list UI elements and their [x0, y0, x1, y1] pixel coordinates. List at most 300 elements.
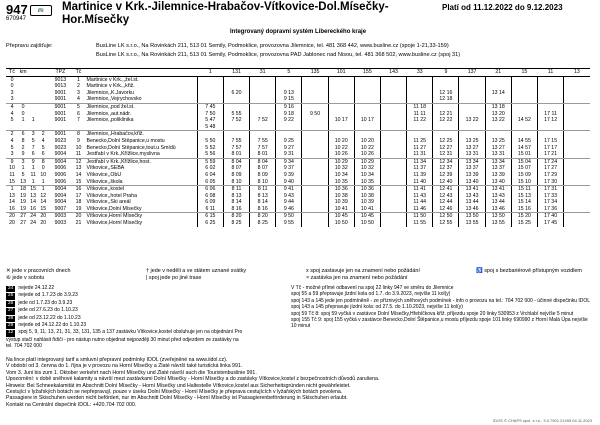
row-cell: 9004	[54, 186, 67, 193]
footer-line: Cestující v lyžařských botách se nepřepravují, pouze v úseku Dolní Mísečky - Horní Mísečky je přeprava cestujících v lyžařských botách povolena.	[6, 389, 343, 396]
departure-time: 12 40	[433, 179, 459, 186]
departure-time	[564, 138, 590, 145]
row-cell: 20	[9, 220, 15, 227]
column-header: Tč	[6, 69, 18, 77]
departure-time	[564, 117, 590, 124]
row-cell: 1	[28, 179, 38, 186]
departure-time: 12 22	[433, 117, 459, 124]
row-cell: 9007	[48, 206, 72, 213]
departure-time: 11 44	[407, 199, 433, 206]
departure-time: 15 09	[511, 172, 537, 179]
departure-time: 6 06	[197, 186, 223, 193]
departure-time: 8 09	[223, 172, 249, 179]
departure-time	[433, 124, 459, 131]
timetable-row	[6, 103, 590, 110]
footer-line: Kontakt na Centrální dispečink IDOL: +420.704 702 000.	[6, 401, 137, 408]
stop-name: Vítkovice,Horní Mísečky	[86, 220, 143, 227]
departure-time: 14 57	[511, 145, 537, 152]
departure-time: 8 01	[250, 151, 276, 158]
carrier-line-1: BusLine LK s.r.o., Na Rovinkách 211, 513 01 Semily, Podmoklice, provozovna Jilemnice, tel. 481 368 442, www.busline.cz (spoje 1-21,33-159)	[96, 43, 449, 49]
departure-time: 5 52	[197, 145, 223, 152]
row-cell: 7	[31, 144, 35, 151]
departure-time	[459, 124, 485, 131]
departure-time: 10 39	[328, 199, 354, 206]
row-cell: 19	[18, 206, 28, 213]
departure-time	[354, 124, 380, 131]
row-cell: 13	[75, 165, 82, 172]
footer-line: Na lince platí integrovaný tarif a smluvní přepravní podmínky IDOL (zveřejněné na www.iidol.cz).	[6, 357, 228, 363]
row-cell: 9001	[54, 89, 67, 96]
stop-name: Vítkovice,,ObÚ	[86, 171, 122, 178]
departure-time	[223, 83, 249, 90]
departure-time	[538, 131, 564, 138]
timetable-row	[6, 90, 590, 97]
departure-time: 8 14	[223, 199, 249, 206]
departure-time: 10 50	[354, 220, 380, 227]
departure-time	[223, 103, 249, 110]
row-cell	[38, 83, 48, 90]
departure-time: 9 55	[276, 220, 302, 227]
row-cell: 16	[6, 206, 18, 213]
departure-time: 13 41	[459, 186, 485, 193]
departure-time	[564, 165, 590, 172]
departure-time: 8 07	[223, 165, 249, 172]
row-cell: 3	[6, 151, 18, 158]
column-header: 15	[511, 69, 537, 77]
departure-time	[538, 76, 564, 83]
departure-time: 8 14	[250, 199, 276, 206]
departure-time	[250, 76, 276, 83]
row-cell: 24	[30, 213, 37, 220]
row-cell: 9006	[54, 171, 67, 178]
departure-time: 6 02	[197, 165, 223, 172]
departure-time	[302, 76, 328, 83]
departure-time: 15 07	[511, 165, 537, 172]
departure-time: 12 37	[433, 165, 459, 172]
departure-time: 10 17	[354, 117, 380, 124]
row-cell: 9004	[48, 151, 72, 158]
row-cell: 9	[18, 151, 28, 158]
row-cell: 24	[30, 220, 37, 227]
column-header: 143	[380, 69, 406, 77]
departure-time	[407, 96, 433, 103]
legend-workdays: ✕ jede v pracovních dnech	[6, 268, 71, 274]
footer-notes	[6, 357, 596, 408]
departure-time	[407, 131, 433, 138]
departure-time	[380, 111, 406, 118]
departure-time: 10 41	[328, 206, 354, 213]
row-cell: 27	[20, 220, 26, 227]
note-text: jede od 23.12.22 do 1.10.23	[18, 314, 81, 321]
departure-time	[276, 124, 302, 131]
departure-time	[511, 111, 537, 118]
row-cell: 19	[20, 199, 26, 206]
departure-time: 15 11	[511, 186, 537, 193]
row-cell: 9023	[54, 144, 67, 151]
departure-time: 10 41	[354, 206, 380, 213]
departure-time: 10 35	[354, 179, 380, 186]
row-cell: 15	[30, 186, 37, 193]
timetable-row	[6, 165, 590, 172]
departure-time	[380, 145, 406, 152]
departure-time: 13 41	[485, 186, 511, 193]
departure-time	[302, 213, 328, 220]
departure-time: 10 50	[328, 220, 354, 227]
departure-time	[250, 103, 276, 110]
departure-time: 12 46	[433, 206, 459, 213]
wheelchair-icon: ♿	[476, 268, 485, 274]
timetable-header	[6, 69, 590, 77]
departure-time	[302, 96, 328, 103]
stop-name: Jestřabí v Krk.,Křížlice,myslivna	[85, 151, 198, 158]
departure-time	[302, 186, 328, 193]
departure-time	[407, 90, 433, 97]
departure-time	[380, 165, 406, 172]
row-cell: 9003	[54, 213, 67, 220]
row-cell: 6	[38, 151, 48, 158]
row-cell: 5	[41, 144, 45, 151]
departure-time: 10 29	[354, 158, 380, 165]
row-cell: 4	[41, 137, 45, 144]
row-cell: 4	[10, 110, 14, 117]
departure-time	[511, 90, 537, 97]
departure-time: 15 20	[511, 213, 537, 220]
row-cell: 9	[10, 158, 14, 165]
note-text: jede od 1.7.23 do 3.9.23	[18, 299, 73, 306]
departure-time: 11 55	[407, 220, 433, 227]
timetable-row	[6, 158, 590, 165]
departure-time	[459, 90, 485, 97]
departure-time	[511, 103, 537, 110]
departure-time: 10 17	[328, 117, 354, 124]
departure-time: 11 46	[407, 206, 433, 213]
departure-time: 11 27	[407, 145, 433, 152]
departure-time	[302, 199, 328, 206]
departure-time: 13 25	[485, 138, 511, 145]
timetable-row	[6, 186, 590, 193]
departure-time: 10 34	[354, 172, 380, 179]
departure-time: 9 18	[276, 111, 302, 118]
departure-time: 10 34	[328, 172, 354, 179]
departure-time: 6 25	[197, 220, 223, 227]
stop-name: Vítkovice,,hotel Praha	[86, 192, 137, 199]
departure-time: 15 14	[511, 199, 537, 206]
departure-time: 7 55	[250, 138, 276, 145]
departure-time: 17 40	[538, 213, 564, 220]
departure-time: 9 25	[276, 138, 302, 145]
timetable-row	[6, 83, 590, 90]
departure-time	[197, 83, 223, 90]
departure-time	[302, 179, 328, 186]
departure-time: 12 39	[433, 172, 459, 179]
footer-line: Hinweis: Bei Schneekalamität im Abschnitt Dolní Mísečky - Horní Mísečky und Haltestelle Vítkovice,kostel aus Sicherheitsgründen nicht gewährleistet.	[6, 382, 351, 389]
note-code: 27	[8, 308, 14, 314]
row-cell: 1	[38, 179, 48, 186]
stop-name: Jilemnice,,aut.nádr.	[86, 110, 132, 117]
departure-time: 9 22	[276, 117, 302, 124]
note-code: 29	[8, 323, 14, 329]
departure-time: 13 14	[485, 90, 511, 97]
row-cell: 14	[40, 199, 47, 206]
departure-time: 6 04	[197, 172, 223, 179]
row-cell: 9004	[54, 199, 67, 206]
row-cell: 27	[20, 213, 26, 220]
timetable-row	[6, 111, 590, 118]
note-item	[6, 315, 246, 322]
departure-time: 13 31	[459, 151, 485, 158]
departure-time: 13 43	[485, 193, 511, 200]
footer-line: Vom 3. Juni bis zum 1. Oktober verkehrt nach Horní Mísečky und Zlaté návrší auch die Touristenbuslinie 991.	[6, 369, 257, 376]
note-item: spoj 155 Tč 9: spoj 155 vyčká v zastávce Benecko,Dolní Štěpanice,u mostu příjezdu spoje 101 linky 690990 z Horní Malá Úpa nejvíše 10 minut	[291, 317, 588, 330]
timetable-row	[6, 172, 590, 179]
departure-time: 15 25	[511, 220, 537, 227]
timetable-row	[6, 213, 590, 220]
departure-time	[302, 158, 328, 165]
departure-time: 5 59	[197, 158, 223, 165]
departure-time: 9 46	[276, 206, 302, 213]
departure-time	[250, 124, 276, 131]
departure-time: 10 36	[328, 186, 354, 193]
row-cell: 13	[18, 179, 28, 186]
row-cell: 18	[20, 186, 26, 193]
departure-time: 17 21	[538, 151, 564, 158]
column-header: 31	[250, 69, 276, 77]
departure-time	[328, 124, 354, 131]
stop-name: Jilemnice,,K.Javorku	[86, 89, 135, 96]
row-cell: 9001	[54, 110, 67, 117]
departure-time	[380, 172, 406, 179]
system-name: Integrovaný dopravní systém Libereckého kraje	[230, 29, 367, 35]
departure-time: 9 37	[276, 165, 302, 172]
departure-time: 10 45	[354, 213, 380, 220]
departure-time: 9 31	[276, 151, 302, 158]
departure-time	[276, 76, 302, 83]
departure-time: 17 29	[538, 172, 564, 179]
legend-request-stop: × zastávka jen na znamení nebo požádání	[306, 275, 408, 281]
row-cell: 1	[10, 186, 14, 193]
row-cell: 2	[77, 83, 80, 90]
row-cell: 3	[6, 96, 18, 103]
row-cell: 5	[77, 103, 80, 110]
stop-name: Martinice v Krk.,,žel.st.	[86, 76, 139, 83]
departure-time: 9 40	[276, 179, 302, 186]
departure-time: 10 36	[354, 186, 380, 193]
departure-time: 13 27	[485, 145, 511, 152]
departure-time: 13 50	[459, 213, 485, 220]
stop-name: Vítkovice,,Ski areál	[86, 199, 131, 206]
row-cell: 1	[41, 186, 45, 193]
departure-time	[302, 145, 328, 152]
row-cell: 9001	[54, 131, 67, 138]
row-cell	[38, 76, 48, 83]
departure-time: 5 47	[197, 117, 223, 124]
departure-time	[538, 103, 564, 110]
stop-name: Benecko,Dolní Štěpanice,u mostu	[86, 137, 165, 144]
departure-time: 12 18	[433, 96, 459, 103]
departure-time	[380, 158, 406, 165]
departure-time: 13 20	[485, 111, 511, 118]
departure-time	[564, 186, 590, 193]
departure-time: 9 16	[276, 103, 302, 110]
departure-time: 10 32	[328, 165, 354, 172]
departure-time	[564, 151, 590, 158]
timetable-row	[6, 131, 590, 138]
row-cell: 0	[10, 76, 14, 83]
note-text: nejede od 1.7.23 do 3.9.23	[18, 292, 78, 299]
departure-time: 13 55	[485, 220, 511, 227]
row-cell: 17	[75, 192, 82, 199]
departure-time: 9 50	[302, 111, 328, 118]
row-cell: 11	[30, 171, 36, 178]
departure-time: 11 31	[407, 151, 433, 158]
departure-time	[433, 131, 459, 138]
note-item: spoj 55 a 59 přepravuje jízdní kola od 1.7. do 3.9.2023, nejvíše 11 kol(y)	[291, 291, 451, 298]
departure-time: 12 44	[433, 199, 459, 206]
departure-time: 10 20	[328, 138, 354, 145]
departure-time	[302, 124, 328, 131]
column-header: 135	[302, 69, 328, 77]
departure-time: 12 55	[433, 220, 459, 227]
departure-time: 13 44	[485, 199, 511, 206]
note-item	[6, 322, 246, 329]
departure-time	[250, 131, 276, 138]
row-cell	[38, 117, 48, 124]
departure-time	[564, 213, 590, 220]
departure-time: 9 43	[276, 193, 302, 200]
departure-time: 7 52	[250, 117, 276, 124]
departure-time: 8 09	[250, 172, 276, 179]
row-cell: 1	[31, 117, 35, 124]
departure-time: 11 39	[407, 172, 433, 179]
departure-time	[485, 96, 511, 103]
departure-time	[485, 76, 511, 83]
row-cell: 15	[72, 179, 84, 186]
departure-time: 13 50	[485, 213, 511, 220]
departure-time: 5 48	[197, 124, 223, 131]
row-cell: 10	[75, 144, 82, 151]
route-code: 670947	[6, 16, 27, 22]
row-cell: 9013	[54, 83, 67, 90]
departure-time: 8 13	[250, 193, 276, 200]
row-cell: 14	[75, 171, 82, 178]
row-cell: 10	[9, 165, 15, 172]
row-cell: 19	[20, 192, 26, 199]
departure-time	[564, 220, 590, 227]
departure-time: 12 21	[433, 111, 459, 118]
departure-time: 8 10	[223, 179, 249, 186]
departure-time	[380, 76, 406, 83]
stop-name: Benecko,Dolní Štěpanice,tout.u Šmídů	[86, 144, 176, 151]
row-cell: 7	[77, 117, 80, 124]
departure-time: 6 20	[223, 90, 249, 97]
timetable-row	[6, 199, 590, 206]
departure-time: 10 38	[354, 193, 380, 200]
departure-time: 13 40	[459, 179, 485, 186]
row-cell	[6, 124, 18, 131]
row-cell: 9013	[54, 76, 67, 83]
departure-time: 10 26	[354, 151, 380, 158]
departure-time: 15 16	[511, 206, 537, 213]
departure-time	[511, 83, 537, 90]
carriers-label: Přepravu zajišťuje:	[6, 43, 53, 49]
row-cell: 9001	[54, 103, 67, 110]
row-cell: 20	[40, 213, 47, 220]
departure-time	[564, 158, 590, 165]
departure-time	[328, 103, 354, 110]
departure-time: 13 37	[485, 165, 511, 172]
row-cell	[28, 103, 38, 110]
departure-time	[511, 96, 537, 103]
departure-time: 13 34	[485, 158, 511, 165]
departure-time: 11 34	[407, 158, 433, 165]
row-cell: 9006	[48, 179, 72, 186]
departure-time	[564, 96, 590, 103]
departure-time	[354, 103, 380, 110]
note-item: spoj 143 a 145 jede jen podmíněně - ze příznivých sněhových podmínek - info o provozu na tel.: 704 702 000 - účinné dispečinku IDOL	[291, 297, 591, 304]
legend-sunday: † jede v neděli a ve státem uznané svátky	[146, 268, 247, 274]
departure-time: 15 01	[511, 151, 537, 158]
timetable-row	[6, 76, 590, 83]
departure-time	[276, 83, 302, 90]
route-title: Martinice v Krk.-Jilemnice-Hrabačov-Vítkovice-Dol.Mísečky-Hor.Mísečky	[62, 1, 389, 26]
departure-time	[564, 145, 590, 152]
row-cell	[38, 96, 48, 103]
departure-time: 10 45	[328, 213, 354, 220]
departure-time	[354, 83, 380, 90]
departure-time	[564, 193, 590, 200]
column-header: 21	[485, 69, 511, 77]
legend-other-route: | spoj jede po jiné trase	[146, 275, 202, 281]
row-cell: 5	[10, 144, 14, 151]
column-header: 1	[197, 69, 223, 77]
row-cell: 1	[31, 165, 35, 172]
departure-time	[459, 111, 485, 118]
departure-time: 10 38	[328, 193, 354, 200]
column-header	[28, 69, 38, 77]
departure-time: 8 16	[223, 206, 249, 213]
departure-time	[459, 96, 485, 103]
departure-time	[433, 76, 459, 83]
departure-time	[328, 90, 354, 97]
departure-time	[380, 151, 406, 158]
row-cell: 16	[75, 186, 82, 193]
departure-time	[459, 131, 485, 138]
departure-time	[302, 138, 328, 145]
row-cell: 8	[21, 137, 25, 144]
departure-time	[354, 131, 380, 138]
timetable-row	[6, 117, 590, 124]
row-cell	[18, 90, 28, 97]
row-cell: 0	[41, 165, 45, 172]
row-cell: 9006	[54, 165, 67, 172]
departure-time: 5 56	[197, 151, 223, 158]
departure-time	[407, 124, 433, 131]
departure-time: 5 50	[197, 138, 223, 145]
row-cell: 14	[9, 199, 15, 206]
departure-time	[538, 96, 564, 103]
departure-time	[538, 124, 564, 131]
note-text: nejede od 24.12.22 do 1.10.23	[18, 322, 87, 329]
departure-time: 13 55	[459, 220, 485, 227]
stop-name: Vítkovice,Horní Mísečky	[86, 213, 143, 220]
departure-time: 6 15	[197, 213, 223, 220]
timetable-body	[6, 76, 590, 227]
departure-time	[328, 131, 354, 138]
departure-time: 12 34	[433, 158, 459, 165]
row-cell: 2	[10, 131, 14, 138]
departure-time	[197, 90, 223, 97]
departure-time	[302, 165, 328, 172]
